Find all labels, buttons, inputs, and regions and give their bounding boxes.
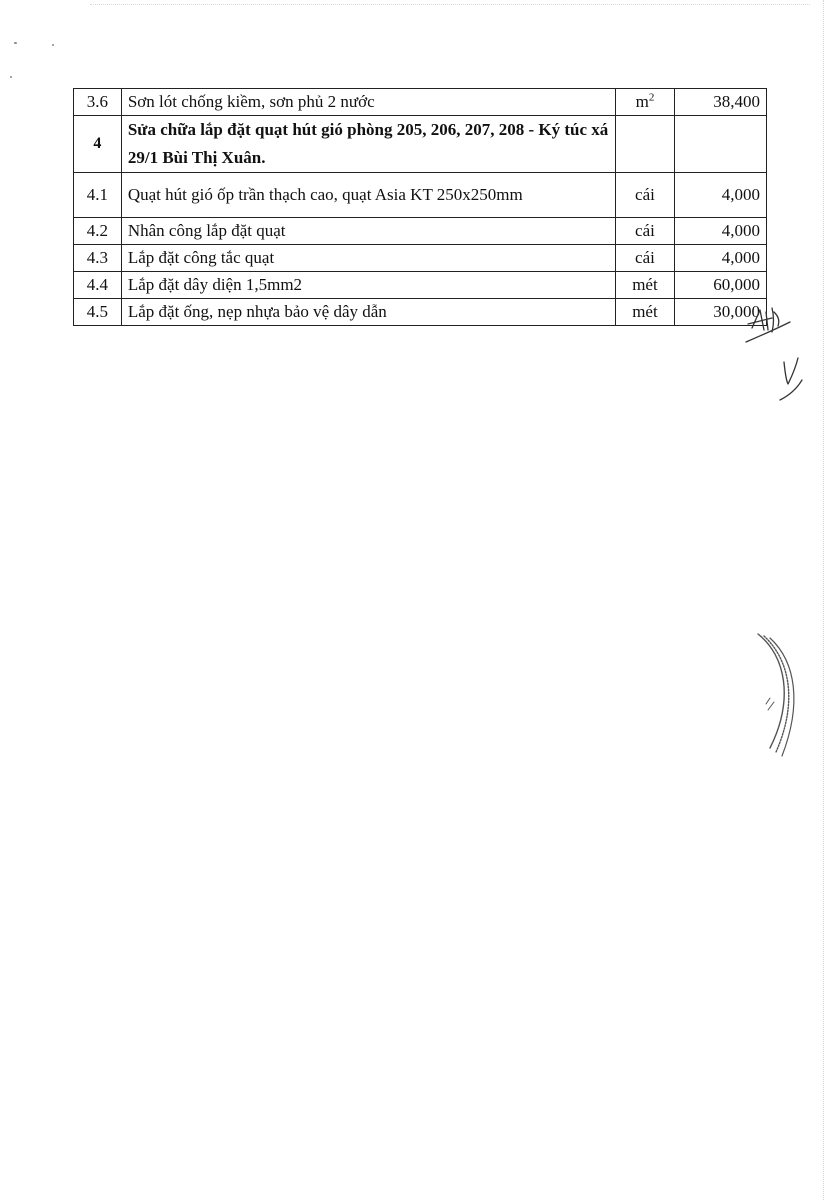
item-quantity: 38,400	[675, 89, 767, 116]
scan-edge-top	[90, 4, 810, 7]
section-quantity	[675, 116, 767, 173]
unit-superscript: 2	[648, 91, 655, 104]
item-unit: mét	[615, 272, 675, 299]
work-items-table	[73, 88, 767, 326]
scan-edge-right	[823, 0, 826, 1200]
table-row	[74, 173, 767, 218]
table-row	[74, 89, 767, 116]
item-number: 4.2	[74, 218, 122, 245]
item-quantity: 60,000	[675, 272, 767, 299]
item-description: Nhân công lắp đặt quạt	[121, 218, 615, 245]
item-quantity: 4,000	[675, 173, 767, 218]
scan-speck	[14, 42, 17, 44]
section-unit	[615, 116, 675, 173]
scan-speck	[10, 76, 12, 78]
item-description: Lắp đặt dây diện 1,5mm2	[121, 272, 615, 299]
stamp-icon	[740, 630, 820, 760]
table-row	[74, 245, 767, 272]
item-quantity: 4,000	[675, 218, 767, 245]
handwritten-signature-icon	[738, 300, 808, 420]
item-description: Lắp đặt ống, nẹp nhựa bảo vệ dây dẫn	[121, 299, 615, 326]
table-row	[74, 218, 767, 245]
item-unit: cái	[615, 245, 675, 272]
item-description: Quạt hút gió ốp trần thạch cao, quạt Asia KT 250x250mm	[121, 173, 615, 218]
table-row	[74, 299, 767, 326]
item-number: 4.1	[74, 173, 122, 218]
item-unit: mét	[615, 299, 675, 326]
item-description: Lắp đặt công tắc quạt	[121, 245, 615, 272]
item-number: 4.3	[74, 245, 122, 272]
item-unit: cái	[615, 218, 675, 245]
item-unit	[615, 89, 675, 116]
item-unit: cái	[615, 173, 675, 218]
item-number: 4.4	[74, 272, 122, 299]
table-row	[74, 272, 767, 299]
section-title: Sửa chữa lắp đặt quạt hút gió phòng 205, 206, 207, 208 - Ký túc xá 29/1 Bùi Thị Xuân.	[121, 116, 615, 173]
scan-speck	[52, 44, 54, 46]
unit-text: m	[635, 91, 649, 111]
item-description: Sơn lót chống kiềm, sơn phủ 2 nước	[121, 89, 615, 116]
item-number: 3.6	[74, 89, 122, 116]
section-number: 4	[74, 116, 122, 173]
item-quantity: 4,000	[675, 245, 767, 272]
item-number: 4.5	[74, 299, 122, 326]
section-row	[74, 116, 767, 173]
item-quantity: 30,000	[675, 299, 767, 326]
